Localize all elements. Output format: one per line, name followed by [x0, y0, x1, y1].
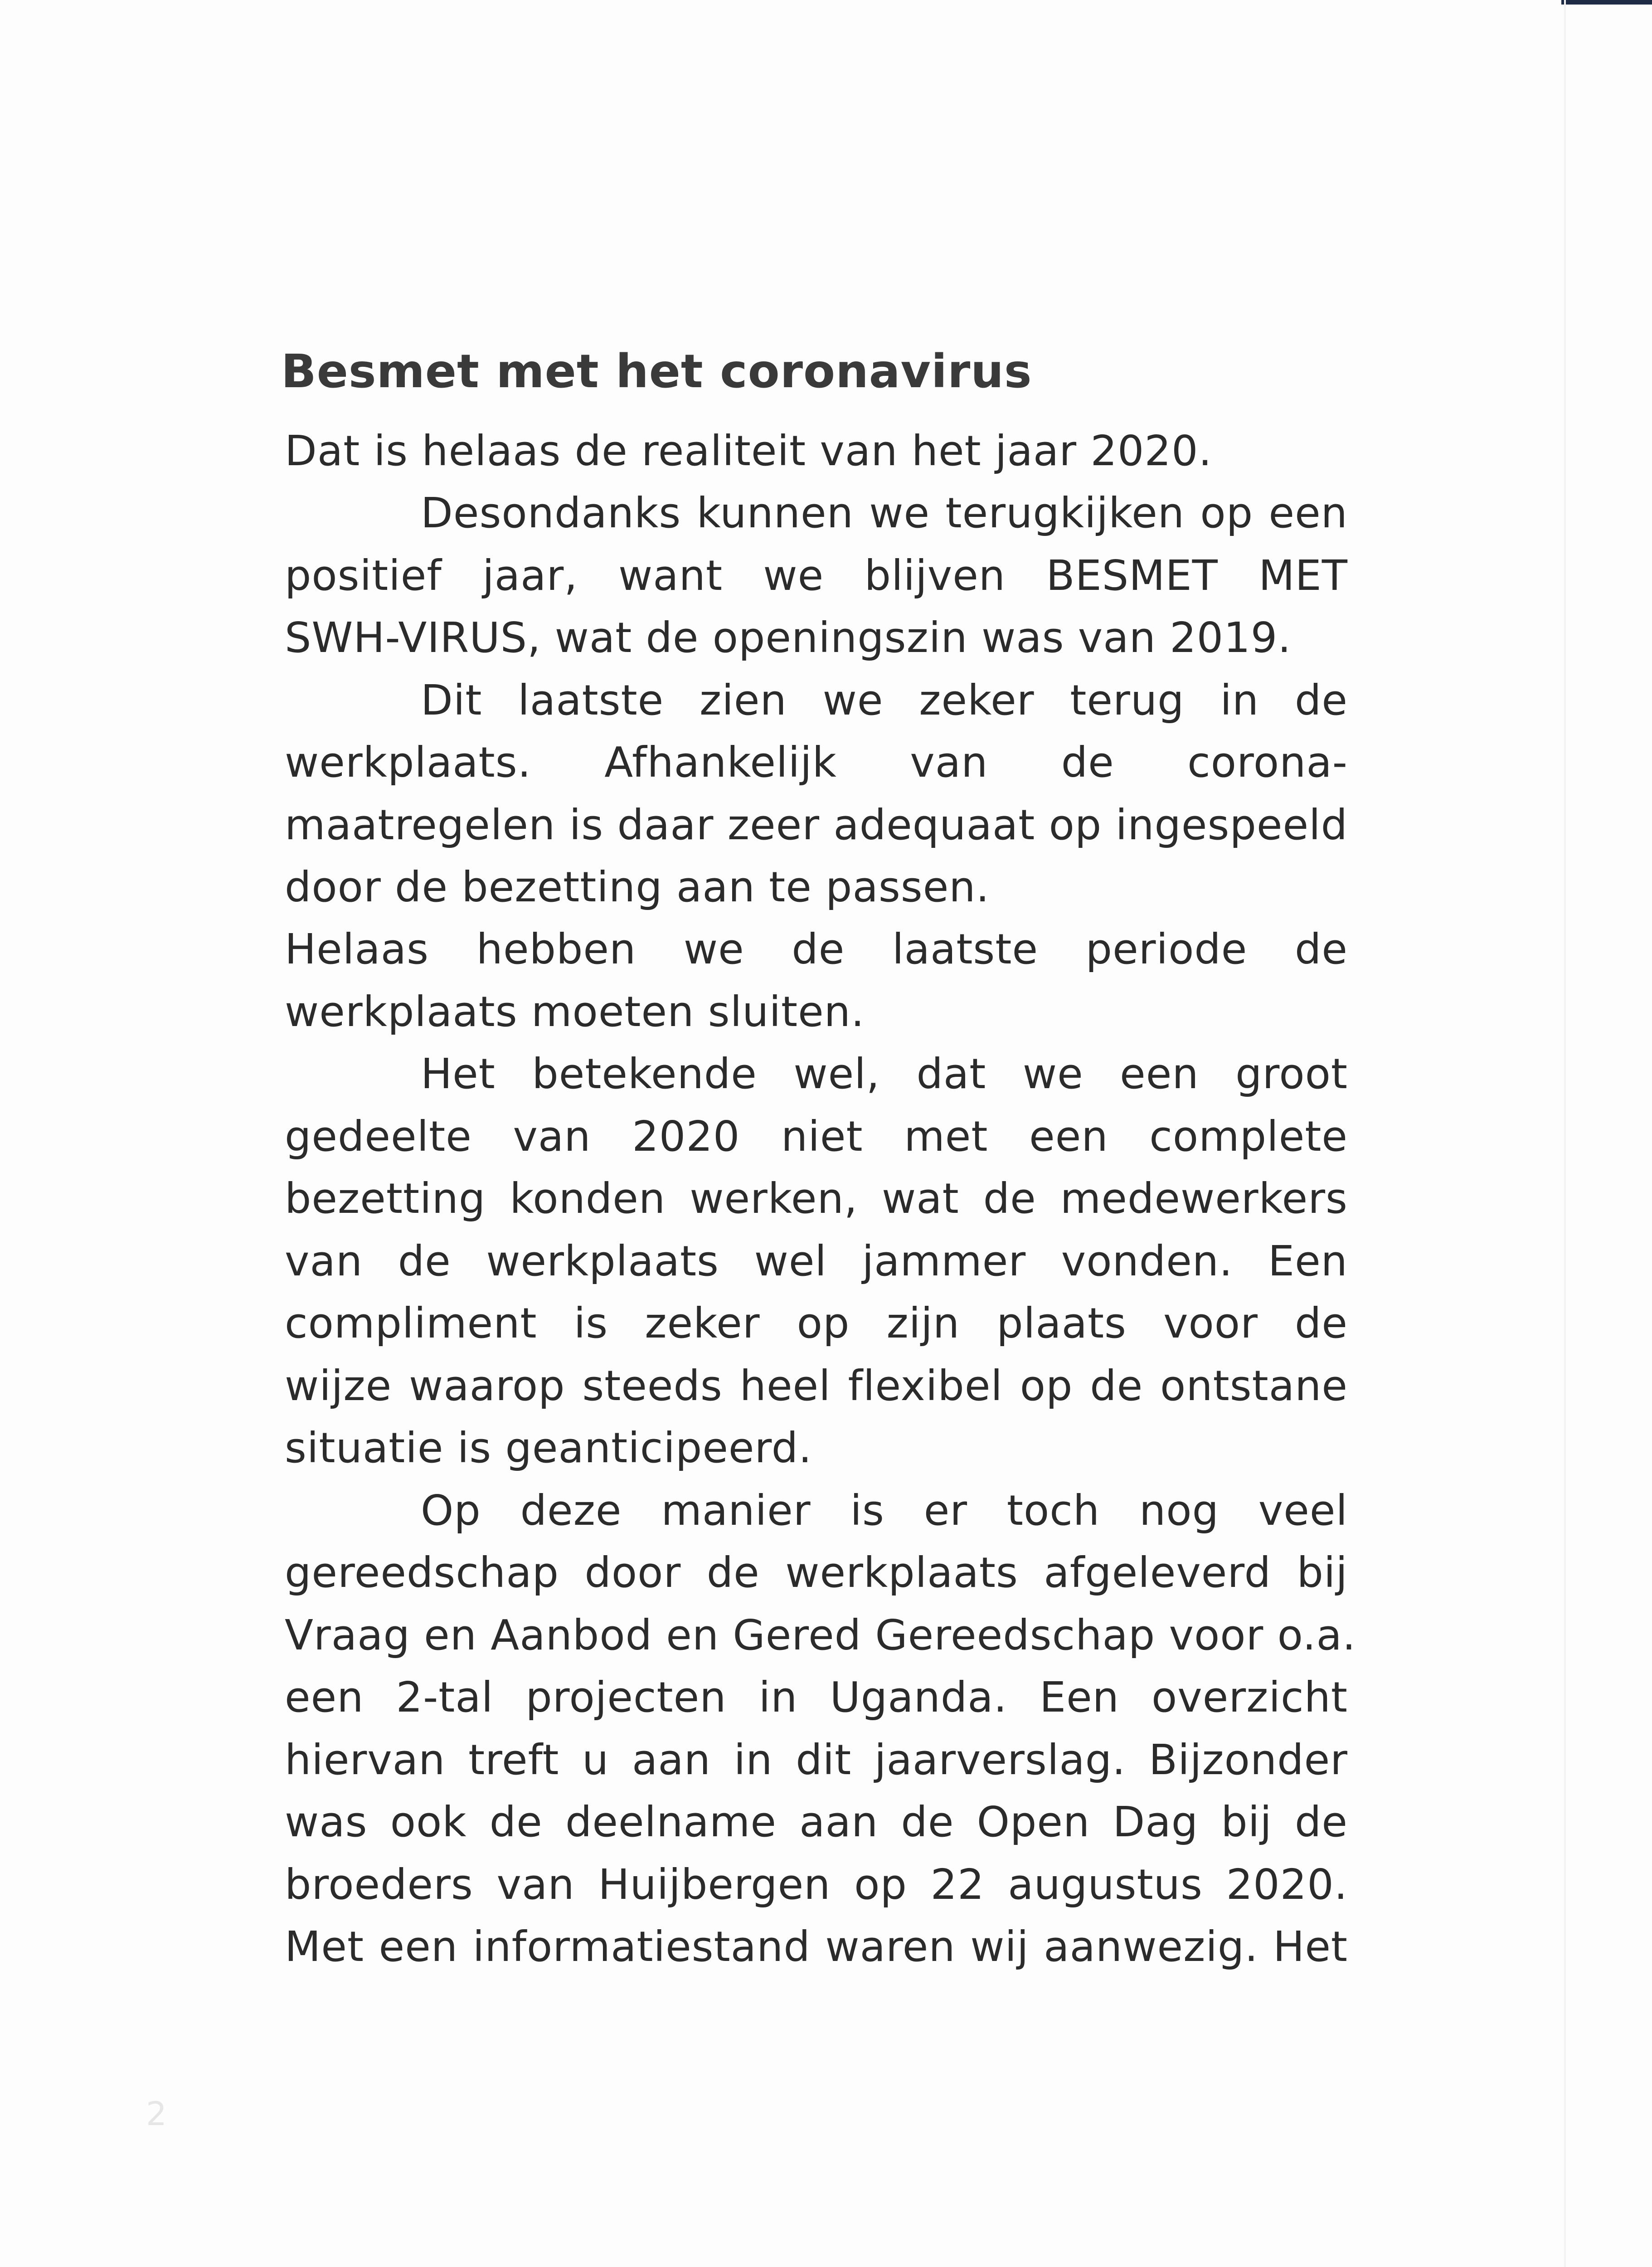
text-line: van de werkplaats wel jammer vonden. Een — [285, 1237, 1348, 1285]
text-line: broeders van Huijbergen op 22 augustus 2020. — [285, 1860, 1348, 1909]
page-number: 2 — [146, 2095, 167, 2133]
text-line: Op deze manier is er toch nog veel — [421, 1486, 1348, 1535]
text-line: compliment is zeker op zijn plaats voor de — [285, 1299, 1348, 1348]
text-line: positief jaar, want we blijven BESMET MET — [285, 551, 1348, 600]
text-line: hiervan treft u aan in dit jaarverslag. Bijzonder — [285, 1736, 1348, 1784]
text-line: werkplaats. Afhankelijk van de corona- — [285, 738, 1348, 787]
document-title: Besmet met het coronavirus — [281, 345, 1032, 399]
text-line: bezetting konden werken, wat de medewerkers — [285, 1174, 1348, 1223]
text-line: Desondanks kunnen we terugkijken op een — [421, 489, 1348, 537]
text-line: SWH-VIRUS, wat de openingszin was van 2019. — [285, 613, 1292, 662]
text-line: Vraag en Aanbod en Gered Gereedschap voor o.a. — [285, 1611, 1356, 1659]
text-line: was ook de deelname aan de Open Dag bij de — [285, 1798, 1348, 1846]
text-line: gedeelte van 2020 niet met een complete — [285, 1112, 1348, 1161]
text-line: situatie is geanticipeerd. — [285, 1424, 812, 1472]
text-line: Dat is helaas de realiteit van het jaar 2020. — [285, 427, 1212, 475]
text-line: Het betekende wel, dat we een groot — [421, 1050, 1348, 1098]
scan-shadow-line — [1564, 0, 1566, 2267]
scan-edge-mark — [1561, 0, 1652, 5]
text-line: Helaas hebben we de laatste periode de — [285, 925, 1348, 973]
text-line: wijze waarop steeds heel flexibel op de ontstane — [285, 1362, 1348, 1410]
text-line: een 2-tal projecten in Uganda. Een overzicht — [285, 1673, 1348, 1722]
text-line: maatregelen is daar zeer adequaat op ingespeeld — [285, 801, 1348, 849]
text-line: werkplaats moeten sluiten. — [285, 988, 865, 1036]
text-line: Met een informatiestand waren wij aanwezig. Het — [285, 1922, 1348, 1971]
text-line: door de bezetting aan te passen. — [285, 863, 990, 911]
text-line: Dit laatste zien we zeker terug in de — [421, 676, 1348, 725]
text-line: gereedschap door de werkplaats afgeleverd bij — [285, 1548, 1348, 1597]
